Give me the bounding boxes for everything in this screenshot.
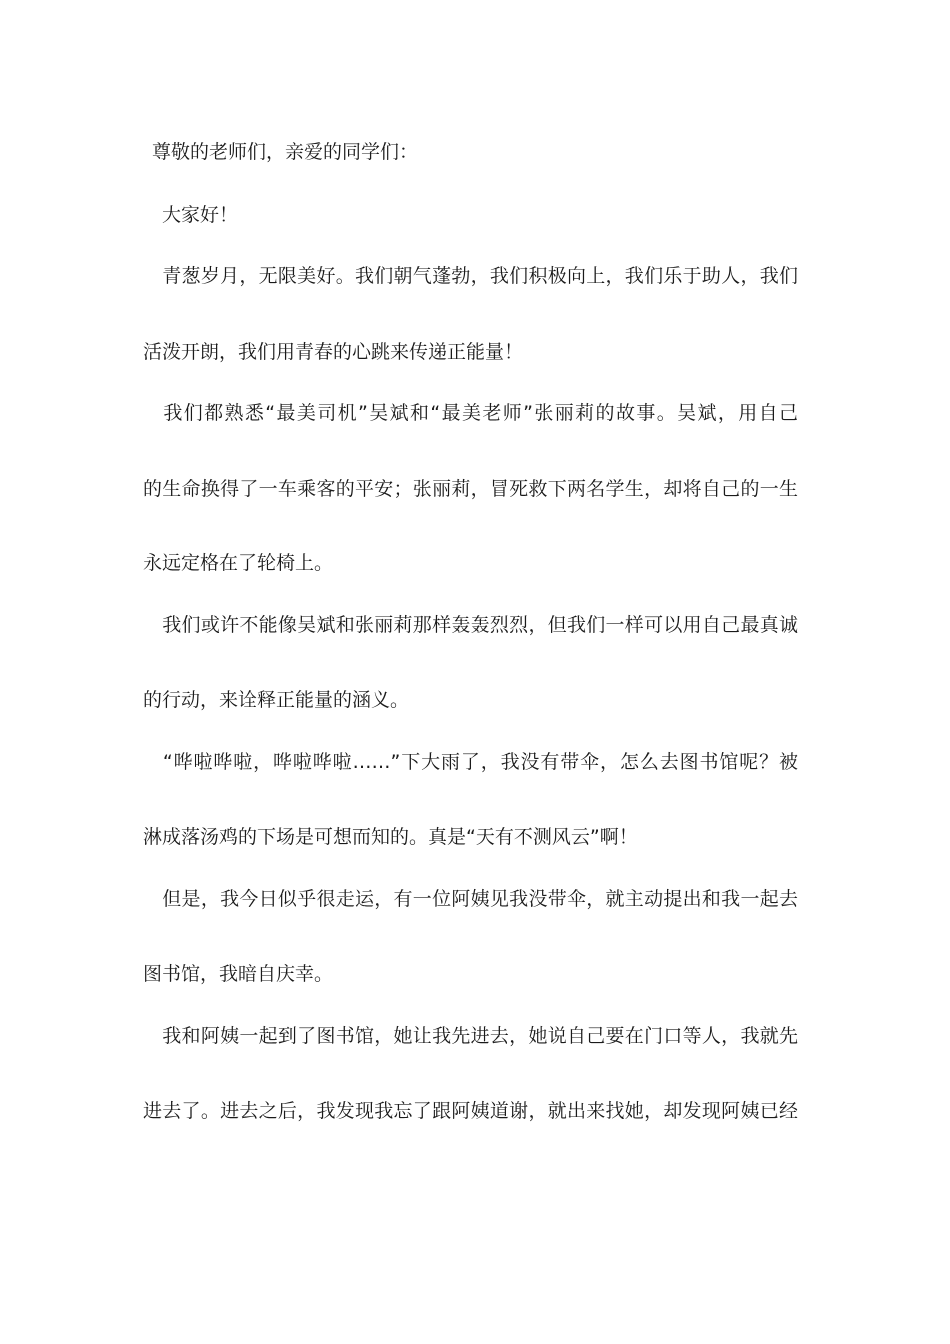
- paragraph-line: 进去了。进去之后，我发现我忘了跟阿姨道谢，就出来找她，却发现阿姨已经: [143, 1100, 798, 1122]
- paragraph-line: 的行动，来诠释正能量的涵义。: [143, 689, 410, 711]
- paragraph-line: 永远定格在了轮椅上。: [143, 552, 334, 574]
- paragraph-line: 青葱岁月，无限美好。我们朝气蓬勃，我们积极向上，我们乐于助人，我们: [143, 265, 798, 287]
- paragraph-line: 我和阿姨一起到了图书馆，她让我先进去，她说自己要在门口等人，我就先: [143, 1025, 798, 1047]
- paragraph-line: 我们或许不能像吴斌和张丽莉那样轰轰烈烈，但我们一样可以用自己最真诚: [143, 614, 798, 636]
- paragraph-line: 图书馆，我暗自庆幸。: [143, 963, 334, 985]
- paragraph-line: 活泼开朗，我们用青春的心跳来传递正能量！: [143, 341, 524, 363]
- paragraph-line: 的生命换得了一车乘客的平安；张丽莉，冒死救下两名学生，却将自己的一生: [143, 478, 798, 500]
- paragraph-line: 我们都熟悉“最美司机”吴斌和“最美老师”张丽莉的故事。吴斌，用自己: [143, 402, 798, 424]
- greeting: 大家好！: [162, 204, 239, 226]
- paragraph-line: “哗啦哗啦，哗啦哗啦……”下大雨了，我没有带伞，怎么去图书馆呢？被: [143, 751, 798, 773]
- paragraph-line: 但是，我今日似乎很走运，有一位阿姨见我没带伞，就主动提出和我一起去: [143, 888, 798, 910]
- salutation: 尊敬的老师们，亲爱的同学们：: [152, 141, 419, 163]
- paragraph-line: 淋成落汤鸡的下场是可想而知的。真是“天有不测风云”啊！: [143, 826, 638, 848]
